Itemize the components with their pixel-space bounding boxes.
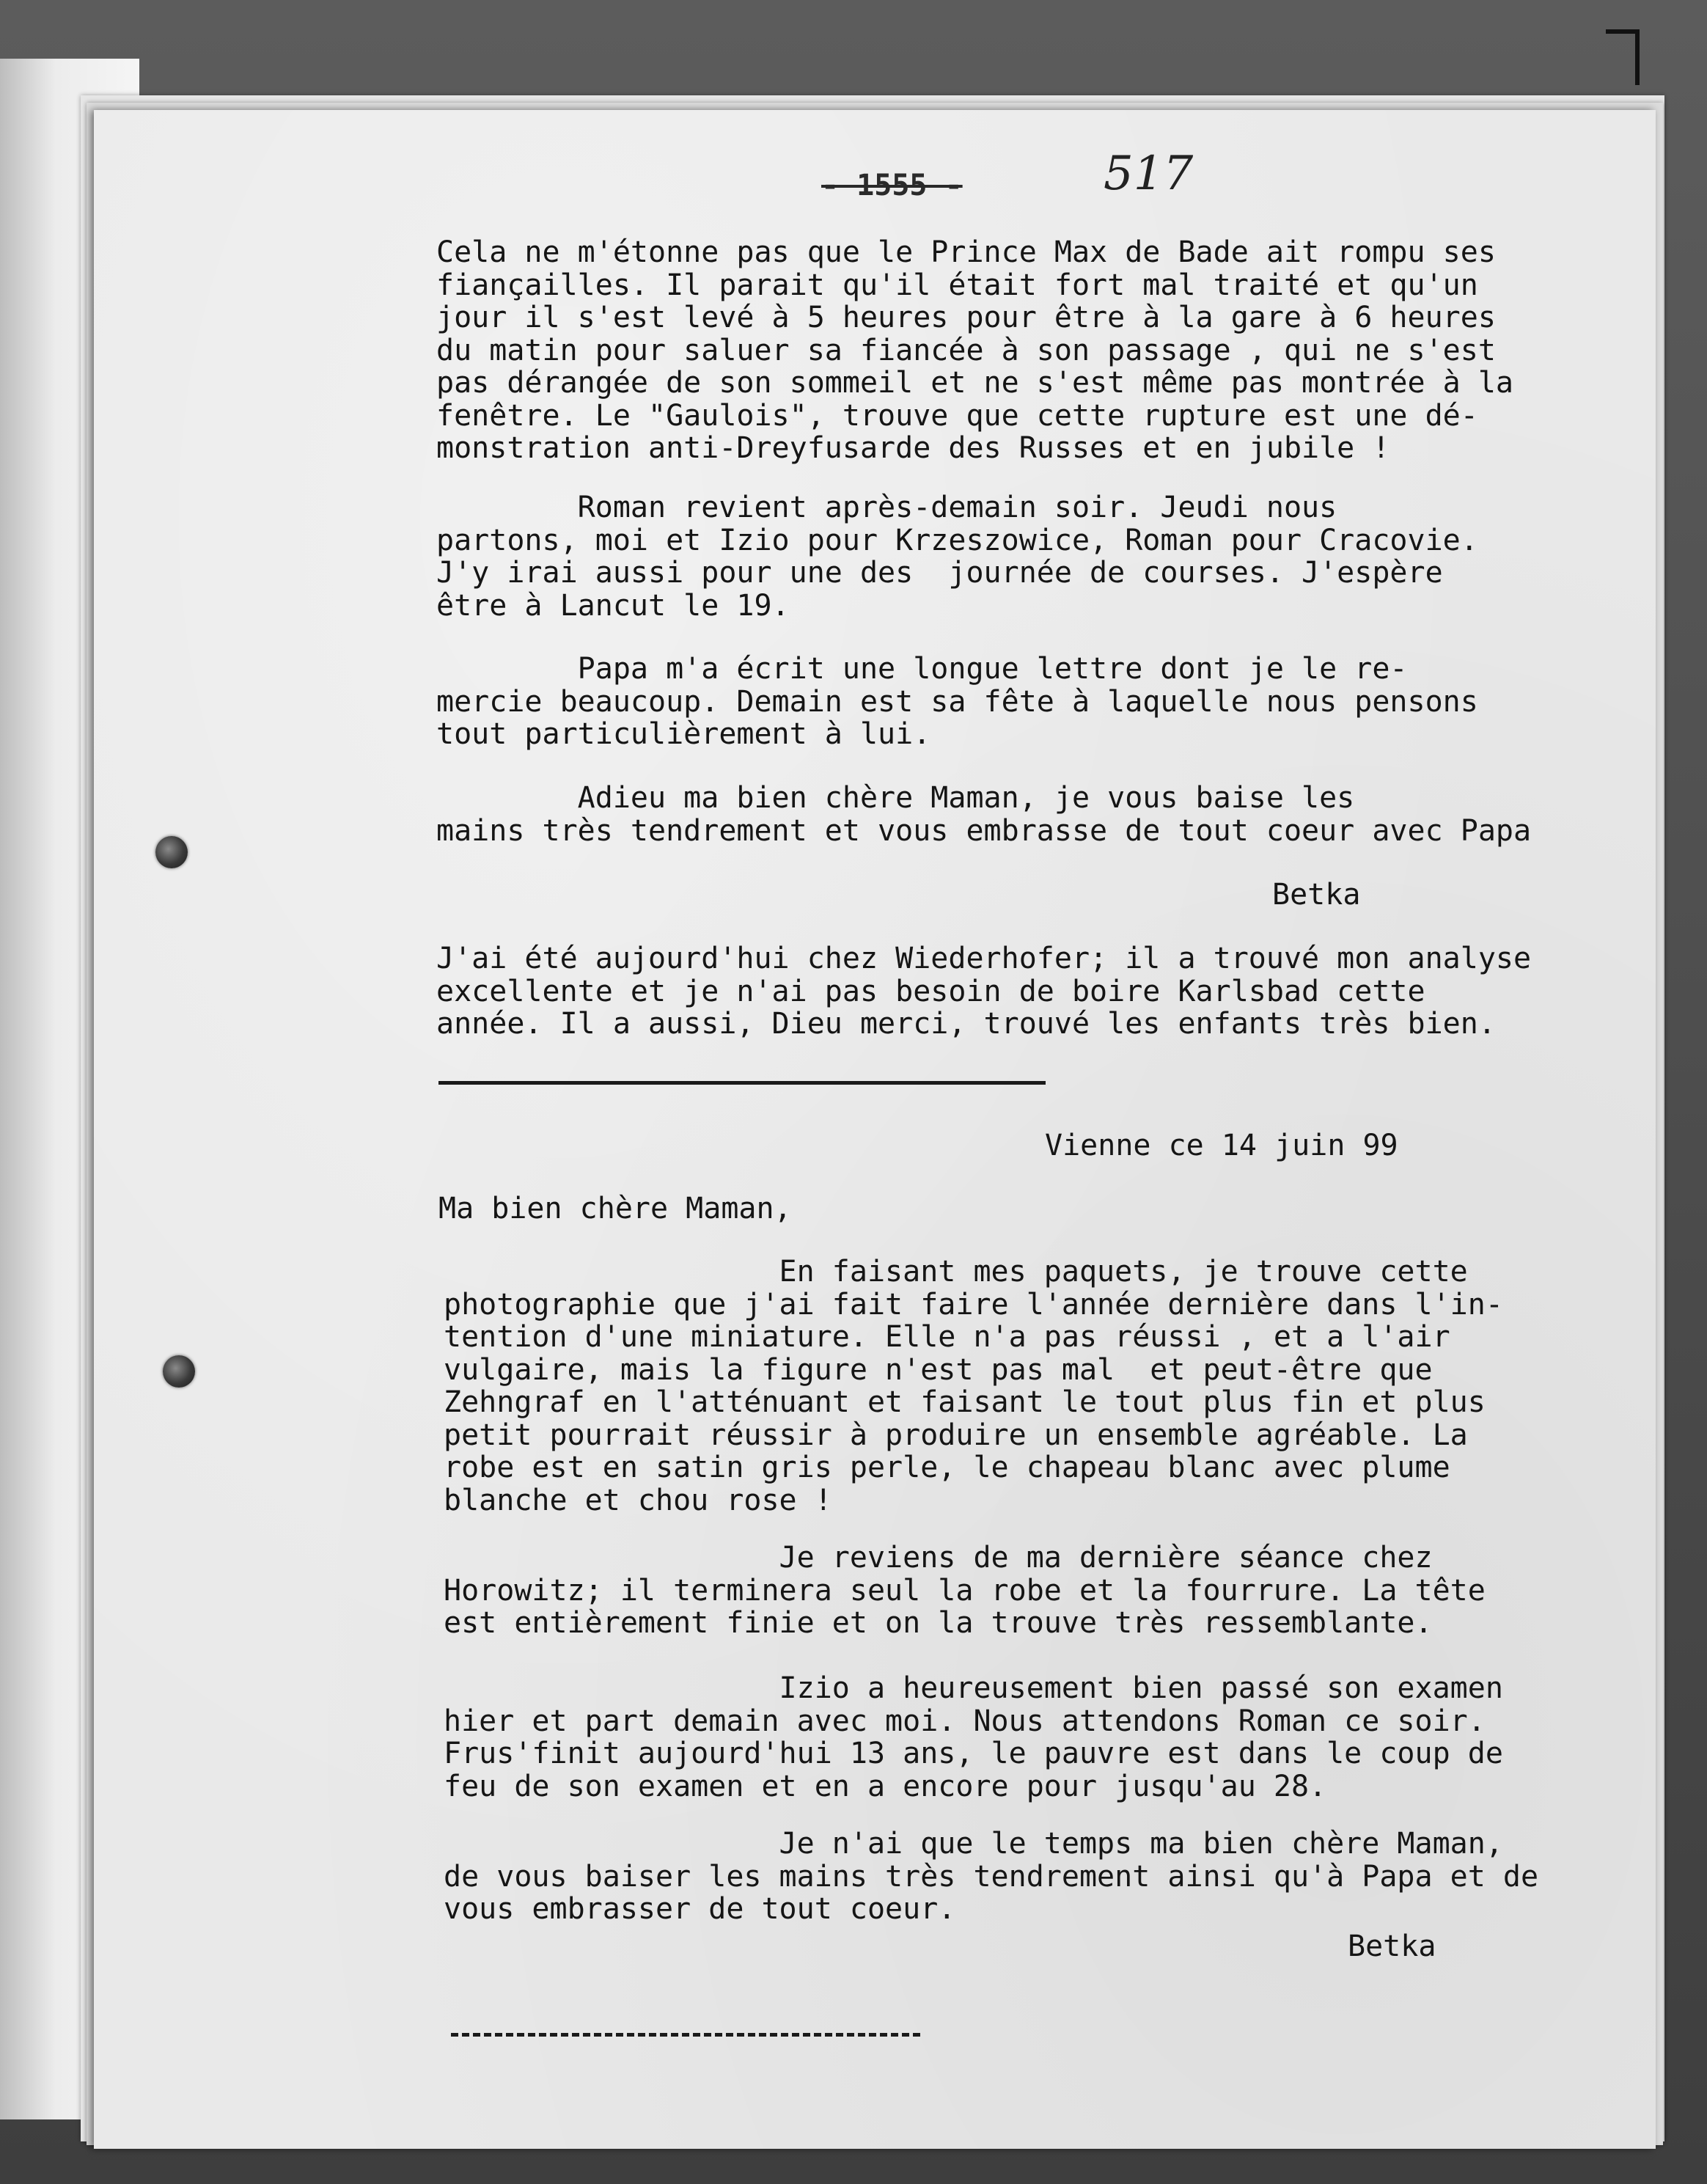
text-line: Horowitz; il terminera seul la robe et la fourrure. La tête — [444, 1573, 1486, 1608]
text-line: mains très tendrement et vous embrasse de tout coeur avec Papa — [436, 813, 1532, 848]
text-line: fenêtre. Le "Gaulois", trouve que cette rupture est une dé- — [436, 398, 1478, 433]
text-line: mercie beaucoup. Demain est sa fête à laquelle nous pensons — [436, 684, 1478, 719]
text-line: Izio a heureusement bien passé son examen — [444, 1671, 1503, 1705]
handwritten-page-number: 517 — [1104, 147, 1194, 201]
text-line: feu de son examen et en a encore pour jusqu'au 28. — [444, 1769, 1327, 1803]
text-line: J'ai été aujourd'hui chez Wiederhofer; il a trouvé mon analyse — [436, 942, 1532, 975]
text-line: être à Lancut le 19. — [436, 588, 790, 623]
text-line: Frus'finit aujourd'hui 13 ans, le pauvre est dans le coup de — [444, 1737, 1503, 1770]
text-line: de vous baiser les mains très tendrement ainsi qu'à Papa et de — [444, 1859, 1539, 1894]
text-line: vous embrasser de tout coeur. — [444, 1892, 956, 1926]
text-line: Je reviens de ma dernière séance chez — [444, 1541, 1433, 1575]
letter1-paragraph-1 — [436, 236, 1513, 465]
text-line: année. Il a aussi, Dieu merci, trouvé les enfants très bien. — [436, 1007, 1496, 1041]
letter2-paragraph-3 — [444, 1672, 1503, 1803]
text-line: Cela ne m'étonne pas que le Prince Max de Bade ait rompu ses — [436, 235, 1496, 269]
text-line: petit pourrait réussir à produire un ensemble agréable. La — [444, 1418, 1468, 1452]
text-line: fiançailles. Il parait qu'il était fort mal traité et qu'un — [436, 268, 1478, 302]
punch-hole — [163, 1355, 195, 1388]
letter2-salutation: Ma bien chère Maman, — [438, 1192, 792, 1225]
text-line: En faisant mes paquets, je trouve cette — [444, 1255, 1468, 1289]
letter1-signature: Betka — [1272, 878, 1361, 912]
separator-line — [438, 1081, 1046, 1085]
text-line: J'y irai aussi pour une des journée de courses. J'espère — [436, 556, 1443, 590]
text-line: est entièrement finie et on la trouve très ressemblante. — [444, 1606, 1433, 1640]
letter1-postscript — [436, 942, 1531, 1041]
text-line: blanche et chou rose ! — [444, 1483, 832, 1517]
punch-hole — [155, 836, 188, 868]
text-line: photographie que j'ai fait faire l'année dernière dans l'in- — [444, 1287, 1503, 1322]
separator-line — [451, 2033, 920, 2037]
text-line: jour il s'est levé à 5 heures pour être à la gare à 6 heures — [436, 301, 1496, 334]
letter1-paragraph-4 — [436, 782, 1531, 847]
corner-crop-mark — [1606, 29, 1640, 85]
letter1-paragraph-2 — [436, 491, 1478, 622]
text-line: Zehngraf en l'atténuant et faisant le tout plus fin et plus — [444, 1385, 1486, 1419]
page-number: - 1555 - — [821, 169, 963, 202]
text-line: robe est en satin gris perle, le chapeau blanc avec plume — [444, 1451, 1450, 1484]
text-line: Adieu ma bien chère Maman, je vous baise les — [436, 781, 1355, 815]
text-line: vulgaire, mais la figure n'est pas mal et peut-être que — [444, 1352, 1433, 1387]
text-line: pas dérangée de son sommeil et ne s'est même pas montrée à la — [436, 366, 1514, 400]
text-line: excellente et je n'ai pas besoin de boire Karlsbad cette — [436, 974, 1425, 1008]
text-line: tention d'une miniature. Elle n'a pas réussi , et a l'air — [444, 1320, 1450, 1354]
letter2-place-date: Vienne ce 14 juin 99 — [1045, 1129, 1398, 1162]
text-line: du matin pour saluer sa fiancée à son passage , qui ne s'est — [436, 333, 1496, 367]
text-line: monstration anti-Dreyfusarde des Russes et en jubile ! — [436, 431, 1390, 465]
text-line: Je n'ai que le temps ma bien chère Maman, — [444, 1827, 1503, 1861]
text-line: tout particulièrement à lui. — [436, 717, 931, 751]
text-line: hier et part demain avec moi. Nous attendons Roman ce soir. — [444, 1704, 1486, 1738]
letter2-paragraph-4 — [444, 1828, 1538, 1926]
text-line: Roman revient après-demain soir. Jeudi nous — [436, 491, 1337, 524]
text-line: partons, moi et Izio pour Krzeszowice, Roman pour Cracovie. — [436, 523, 1478, 557]
letter2-paragraph-1 — [444, 1256, 1503, 1517]
letter1-paragraph-3 — [436, 653, 1478, 751]
letter2-signature: Betka — [1348, 1930, 1436, 1963]
letter2-paragraph-2 — [444, 1542, 1486, 1640]
text-line: Papa m'a écrit une longue lettre dont je le re- — [436, 652, 1408, 686]
